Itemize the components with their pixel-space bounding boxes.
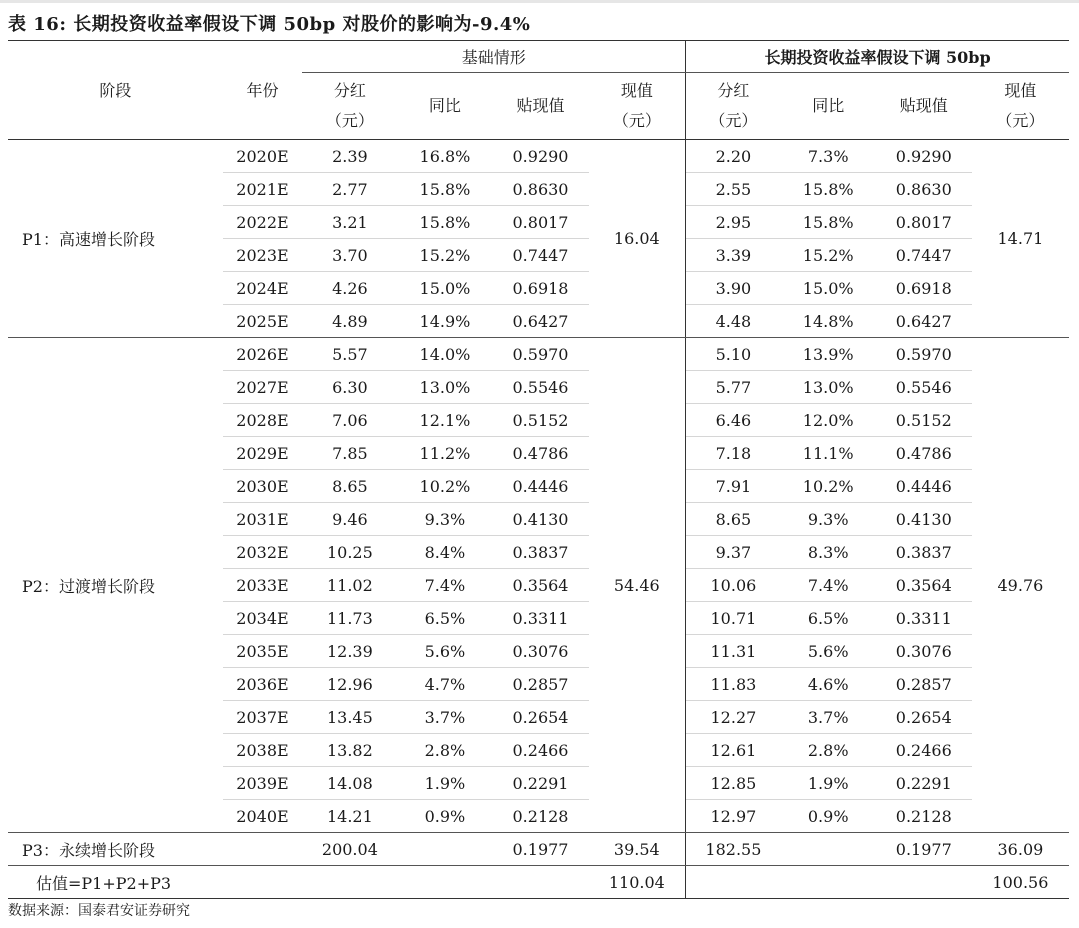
cell-adj-yoy: 11.1% bbox=[781, 437, 876, 470]
cell-year: 2023E bbox=[223, 239, 303, 272]
cell-adj-yoy: 13.9% bbox=[781, 338, 876, 371]
header-adj-dividend: 分红 （元） bbox=[686, 73, 781, 140]
cell-base-discount: 0.3311 bbox=[492, 602, 588, 635]
top-border bbox=[0, 0, 1079, 3]
cell-adj-dividend: 12.61 bbox=[686, 734, 781, 767]
cell-base-yoy: 12.1% bbox=[397, 404, 492, 437]
cell-year: 2036E bbox=[223, 668, 303, 701]
cell-adj-yoy: 13.0% bbox=[781, 371, 876, 404]
header-base-group: 基础情形 bbox=[302, 40, 685, 73]
cell-base-discount: 0.4130 bbox=[492, 503, 588, 536]
cell-adj-discount: 0.3311 bbox=[876, 602, 972, 635]
cell-adj-discount: 0.8630 bbox=[876, 173, 972, 206]
cell-base-yoy: 3.7% bbox=[397, 701, 492, 734]
cell-base-discount: 0.8630 bbox=[492, 173, 588, 206]
cell-base-pv: 54.46 bbox=[589, 338, 686, 833]
cell-base-dividend: 4.26 bbox=[302, 272, 397, 305]
cell-adj-discount: 0.2654 bbox=[876, 701, 972, 734]
cell-adj-dividend: 3.39 bbox=[686, 239, 781, 272]
cell-adj-discount: 0.7447 bbox=[876, 239, 972, 272]
cell-base-discount: 0.1977 bbox=[492, 833, 588, 866]
cell-adj-yoy: 15.8% bbox=[781, 173, 876, 206]
cell-base-dividend: 4.89 bbox=[302, 305, 397, 338]
cell-base-discount: 0.6427 bbox=[492, 305, 588, 338]
cell-adj-discount: 0.2466 bbox=[876, 734, 972, 767]
header-stage: 阶段 bbox=[8, 40, 223, 140]
cell-base-discount: 0.8017 bbox=[492, 206, 588, 239]
cell-base-pv: 16.04 bbox=[589, 140, 686, 338]
cell-adj-dividend: 11.83 bbox=[686, 668, 781, 701]
cell-adj-yoy: 9.3% bbox=[781, 503, 876, 536]
cell-adj-discount: 0.6918 bbox=[876, 272, 972, 305]
cell-adj-dividend: 12.27 bbox=[686, 701, 781, 734]
cell-adj-dividend: 182.55 bbox=[686, 833, 781, 866]
cell-adj-yoy: 0.9% bbox=[781, 800, 876, 833]
cell-base-dividend: 11.02 bbox=[302, 569, 397, 602]
cell-adj-dividend: 2.95 bbox=[686, 206, 781, 239]
stage-p2: P2：过渡增长阶段 bbox=[8, 338, 223, 833]
cell-year: 2020E bbox=[223, 140, 303, 173]
header-base-pv: 现值 （元） bbox=[589, 73, 686, 140]
header-year: 年份 bbox=[223, 40, 303, 140]
cell-base-yoy: 5.6% bbox=[397, 635, 492, 668]
cell-adj-yoy: 10.2% bbox=[781, 470, 876, 503]
cell-year: 2029E bbox=[223, 437, 303, 470]
cell-adj-dividend: 4.48 bbox=[686, 305, 781, 338]
header-adj-pv: 现值 （元） bbox=[972, 73, 1069, 140]
cell-base-yoy: 4.7% bbox=[397, 668, 492, 701]
cell-base-dividend: 2.77 bbox=[302, 173, 397, 206]
cell-base-dividend: 13.45 bbox=[302, 701, 397, 734]
cell-adj-yoy: 4.6% bbox=[781, 668, 876, 701]
cell-base-discount: 0.6918 bbox=[492, 272, 588, 305]
cell-adj-discount: 0.4130 bbox=[876, 503, 972, 536]
cell-adj-discount: 0.4786 bbox=[876, 437, 972, 470]
table-row-p3 bbox=[8, 833, 1069, 866]
cell-adj-discount: 0.3837 bbox=[876, 536, 972, 569]
cell-base-discount: 0.9290 bbox=[492, 140, 588, 173]
cell-adj-discount: 0.4446 bbox=[876, 470, 972, 503]
cell-adj-dividend: 2.20 bbox=[686, 140, 781, 173]
cell-year: 2021E bbox=[223, 173, 303, 206]
cell-base-yoy: 11.2% bbox=[397, 437, 492, 470]
cell-adj-yoy bbox=[781, 833, 876, 866]
cell-adj-yoy: 6.5% bbox=[781, 602, 876, 635]
cell-adj-yoy: 1.9% bbox=[781, 767, 876, 800]
cell-adj-dividend: 5.10 bbox=[686, 338, 781, 371]
cell-adj-discount: 0.5970 bbox=[876, 338, 972, 371]
cell-year bbox=[223, 833, 303, 866]
cell-base-dividend: 2.39 bbox=[302, 140, 397, 173]
cell-adj-yoy: 3.7% bbox=[781, 701, 876, 734]
cell-base-discount: 0.2466 bbox=[492, 734, 588, 767]
total-adj-value: 100.56 bbox=[972, 866, 1069, 899]
cell-base-yoy: 8.4% bbox=[397, 536, 492, 569]
cell-adj-pv: 14.71 bbox=[972, 140, 1069, 338]
cell-base-pv: 39.54 bbox=[589, 833, 686, 866]
cell-adj-pv: 36.09 bbox=[972, 833, 1069, 866]
cell-base-dividend: 14.08 bbox=[302, 767, 397, 800]
cell-adj-dividend: 11.31 bbox=[686, 635, 781, 668]
cell-base-dividend: 12.39 bbox=[302, 635, 397, 668]
cell-year: 2037E bbox=[223, 701, 303, 734]
cell-adj-discount: 0.9290 bbox=[876, 140, 972, 173]
cell-adj-pv: 49.76 bbox=[972, 338, 1069, 833]
cell-adj-dividend: 2.55 bbox=[686, 173, 781, 206]
cell-adj-dividend: 3.90 bbox=[686, 272, 781, 305]
cell-base-yoy: 7.4% bbox=[397, 569, 492, 602]
cell-year: 2027E bbox=[223, 371, 303, 404]
cell-base-discount: 0.2654 bbox=[492, 701, 588, 734]
header-adjusted-group: 长期投资收益率假设下调 50bp bbox=[686, 40, 1069, 73]
cell-base-dividend: 13.82 bbox=[302, 734, 397, 767]
cell-base-discount: 0.5546 bbox=[492, 371, 588, 404]
cell-base-yoy: 10.2% bbox=[397, 470, 492, 503]
cell-adj-yoy: 7.3% bbox=[781, 140, 876, 173]
cell-base-yoy: 15.0% bbox=[397, 272, 492, 305]
cell-adj-dividend: 6.46 bbox=[686, 404, 781, 437]
header-adj-discount: 贴现值 bbox=[876, 73, 972, 140]
cell-year: 2031E bbox=[223, 503, 303, 536]
header-base-yoy: 同比 bbox=[397, 73, 492, 140]
cell-base-dividend: 6.30 bbox=[302, 371, 397, 404]
cell-adj-dividend: 12.85 bbox=[686, 767, 781, 800]
cell-adj-discount: 0.5152 bbox=[876, 404, 972, 437]
table-row-total bbox=[8, 866, 1069, 899]
cell-base-discount: 0.3837 bbox=[492, 536, 588, 569]
cell-year: 2039E bbox=[223, 767, 303, 800]
cell-year: 2034E bbox=[223, 602, 303, 635]
cell-year: 2038E bbox=[223, 734, 303, 767]
cell-base-yoy: 1.9% bbox=[397, 767, 492, 800]
cell-adj-yoy: 15.0% bbox=[781, 272, 876, 305]
cell-base-discount: 0.2128 bbox=[492, 800, 588, 833]
cell-adj-yoy: 15.2% bbox=[781, 239, 876, 272]
header-base-discount: 贴现值 bbox=[492, 73, 588, 140]
cell-base-discount: 0.3076 bbox=[492, 635, 588, 668]
cell-base-dividend: 3.70 bbox=[302, 239, 397, 272]
header-base-dividend: 分红 （元） bbox=[302, 73, 397, 140]
cell-adj-discount: 0.3076 bbox=[876, 635, 972, 668]
table-title: 表 16: 长期投资收益率假设下调 50bp 对股价的影响为-9.4% bbox=[8, 14, 531, 35]
cell-base-discount: 0.5970 bbox=[492, 338, 588, 371]
cell-base-discount: 0.4786 bbox=[492, 437, 588, 470]
cell-base-yoy: 13.0% bbox=[397, 371, 492, 404]
cell-adj-dividend: 7.18 bbox=[686, 437, 781, 470]
cell-adj-dividend: 5.77 bbox=[686, 371, 781, 404]
cell-adj-discount: 0.2128 bbox=[876, 800, 972, 833]
cell-adj-yoy: 14.8% bbox=[781, 305, 876, 338]
table-row bbox=[8, 338, 1069, 371]
data-source: 数据来源：国泰君安证券研究 bbox=[8, 903, 190, 919]
cell-year: 2030E bbox=[223, 470, 303, 503]
cell-adj-dividend: 12.97 bbox=[686, 800, 781, 833]
cell-adj-yoy: 15.8% bbox=[781, 206, 876, 239]
cell-adj-dividend: 7.91 bbox=[686, 470, 781, 503]
cell-base-dividend: 5.57 bbox=[302, 338, 397, 371]
cell-year: 2024E bbox=[223, 272, 303, 305]
cell-base-dividend: 3.21 bbox=[302, 206, 397, 239]
cell-base-dividend: 8.65 bbox=[302, 470, 397, 503]
total-base-value: 110.04 bbox=[589, 866, 686, 899]
cell-base-discount: 0.3564 bbox=[492, 569, 588, 602]
cell-year: 2022E bbox=[223, 206, 303, 239]
cell-base-discount: 0.2291 bbox=[492, 767, 588, 800]
table-row bbox=[8, 140, 1069, 173]
cell-base-yoy: 6.5% bbox=[397, 602, 492, 635]
cell-adj-dividend: 10.71 bbox=[686, 602, 781, 635]
cell-base-discount: 0.7447 bbox=[492, 239, 588, 272]
cell-adj-discount: 0.8017 bbox=[876, 206, 972, 239]
total-label: 估值=P1+P2+P3 bbox=[8, 866, 589, 899]
cell-base-yoy: 0.9% bbox=[397, 800, 492, 833]
cell-base-discount: 0.5152 bbox=[492, 404, 588, 437]
cell-base-dividend: 200.04 bbox=[302, 833, 397, 866]
cell-base-yoy: 14.9% bbox=[397, 305, 492, 338]
cell-adj-discount: 0.5546 bbox=[876, 371, 972, 404]
cell-base-yoy: 14.0% bbox=[397, 338, 492, 371]
cell-base-dividend: 7.06 bbox=[302, 404, 397, 437]
cell-adj-dividend: 9.37 bbox=[686, 536, 781, 569]
cell-adj-dividend: 8.65 bbox=[686, 503, 781, 536]
cell-year: 2040E bbox=[223, 800, 303, 833]
cell-year: 2025E bbox=[223, 305, 303, 338]
cell-base-dividend: 7.85 bbox=[302, 437, 397, 470]
cell-base-yoy: 9.3% bbox=[397, 503, 492, 536]
cell-year: 2033E bbox=[223, 569, 303, 602]
cell-base-dividend: 9.46 bbox=[302, 503, 397, 536]
total-adj-spacer bbox=[686, 866, 972, 899]
cell-adj-yoy: 5.6% bbox=[781, 635, 876, 668]
cell-base-dividend: 11.73 bbox=[302, 602, 397, 635]
table-body bbox=[8, 140, 1069, 899]
cell-adj-dividend: 10.06 bbox=[686, 569, 781, 602]
cell-year: 2035E bbox=[223, 635, 303, 668]
cell-adj-discount: 0.2291 bbox=[876, 767, 972, 800]
valuation-table bbox=[8, 40, 1069, 899]
cell-adj-yoy: 7.4% bbox=[781, 569, 876, 602]
cell-base-discount: 0.2857 bbox=[492, 668, 588, 701]
cell-adj-discount: 0.6427 bbox=[876, 305, 972, 338]
cell-base-discount: 0.4446 bbox=[492, 470, 588, 503]
stage-p3: P3：永续增长阶段 bbox=[8, 833, 223, 866]
cell-base-dividend: 14.21 bbox=[302, 800, 397, 833]
cell-base-yoy bbox=[397, 833, 492, 866]
cell-base-yoy: 15.8% bbox=[397, 173, 492, 206]
cell-base-yoy: 15.8% bbox=[397, 206, 492, 239]
cell-base-dividend: 12.96 bbox=[302, 668, 397, 701]
cell-adj-discount: 0.3564 bbox=[876, 569, 972, 602]
cell-base-yoy: 2.8% bbox=[397, 734, 492, 767]
header-adj-yoy: 同比 bbox=[781, 73, 876, 140]
cell-year: 2032E bbox=[223, 536, 303, 569]
cell-year: 2028E bbox=[223, 404, 303, 437]
cell-adj-discount: 0.1977 bbox=[876, 833, 972, 866]
cell-adj-yoy: 8.3% bbox=[781, 536, 876, 569]
cell-base-yoy: 16.8% bbox=[397, 140, 492, 173]
cell-adj-yoy: 2.8% bbox=[781, 734, 876, 767]
cell-adj-yoy: 12.0% bbox=[781, 404, 876, 437]
cell-base-yoy: 15.2% bbox=[397, 239, 492, 272]
cell-base-dividend: 10.25 bbox=[302, 536, 397, 569]
cell-adj-discount: 0.2857 bbox=[876, 668, 972, 701]
stage-p1: P1：高速增长阶段 bbox=[8, 140, 223, 338]
cell-year: 2026E bbox=[223, 338, 303, 371]
